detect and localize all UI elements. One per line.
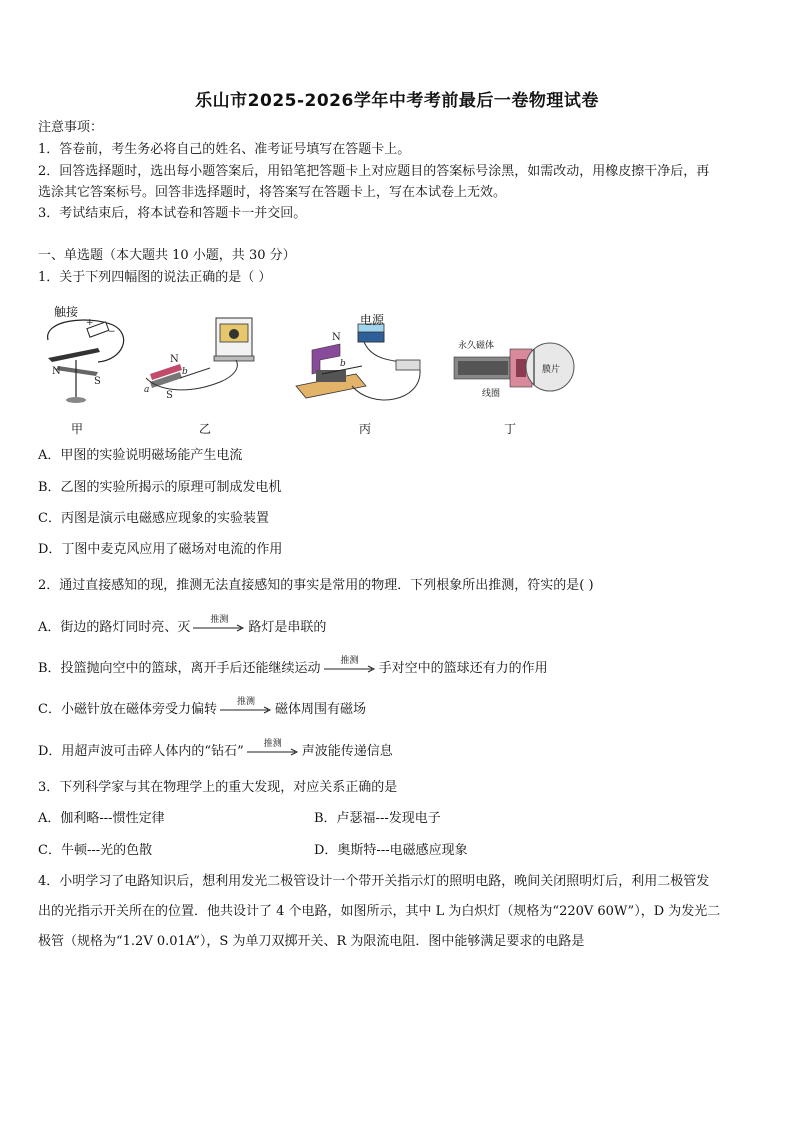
figure-yi <box>140 312 270 404</box>
notice-item-2-cont: 选涂其它答案标号。回答非选择题时，将答案写在答题卡上，写在本试卷上无效。 <box>38 185 507 200</box>
q2-option-a <box>38 614 327 636</box>
question-4-line-1: 4．小明学习了电路知识后，想利用发光二极管设计一个带开关指示灯的照明电路，晚间关闭照明灯后，利用二极管发 <box>38 874 710 889</box>
q1-option-c: C．丙图是演示电磁感应现象的实验装置 <box>38 511 269 526</box>
caption-yi: 乙 <box>198 422 211 436</box>
q1-option-d: D．丁图中麦克风应用了磁场对电流的作用 <box>38 542 283 557</box>
infer-arrow-label: 推测 <box>210 614 229 625</box>
jia-s-label: S <box>94 376 101 387</box>
q3-option-c: C．牛顿---光的色散 <box>38 843 153 858</box>
q1-option-a: A．甲图的实验说明磁场能产生电流 <box>38 448 243 463</box>
notice-item-3: 3．考试结束后，将本试卷和答题卡一并交回。 <box>38 206 307 221</box>
svg-text:−: − <box>108 327 116 337</box>
infer-arrow-icon <box>324 655 376 676</box>
infer-arrow-label: 推测 <box>263 738 282 749</box>
q3-option-b: B．卢瑟福---发现电子 <box>314 811 441 826</box>
q2-b-premise: B．投篮抛向空中的篮球，离开手后还能继续运动 <box>38 661 321 676</box>
q1-option-b: B．乙图的实验所揭示的原理可制成发电机 <box>38 480 282 495</box>
svg-text:b: b <box>340 359 346 369</box>
q2-b-conclusion: 手对空中的篮球还有力的作用 <box>378 661 548 676</box>
q3-option-d: D．奥斯特---电磁感应现象 <box>314 843 468 858</box>
ding-coil-label: 线圈 <box>482 389 501 399</box>
notice-heading: 注意事项： <box>38 120 104 135</box>
infer-arrow-icon <box>220 696 272 717</box>
q2-option-b <box>38 655 548 677</box>
bing-power-label: 电源 <box>360 313 385 327</box>
ding-membrane-label: 膜片 <box>542 365 561 375</box>
q2-c-conclusion: 磁体周围有磁场 <box>274 702 366 717</box>
infer-arrow-label: 推测 <box>236 696 255 707</box>
section-heading: 一、单选题（本大题共 10 小题，共 30 分） <box>38 248 296 263</box>
page-title: 乐山市2025-2026学年中考考前最后一卷物理试卷 <box>195 91 599 111</box>
figure-jia <box>38 300 138 412</box>
question-2-stem: 2．通过直接感知的现，推测无法直接感知的事实是常用的物理．下列根象所出推测，符实的是( ) <box>38 578 594 593</box>
question-4-line-2: 出的光指示开关所在的位置．他共设计了 4 个电路，如图所示，其中 L 为白炽灯（规格为“220V 60W”），D 为发光二 <box>38 904 721 919</box>
infer-arrow-label: 推测 <box>340 655 359 666</box>
caption-ding: 丁 <box>503 422 516 436</box>
question-1-stem: 1．关于下列四幅图的说法正确的是（ ） <box>38 270 272 285</box>
q2-a-conclusion: 路灯是串联的 <box>248 620 327 635</box>
q2-a-premise: A．街边的路灯同时亮、灭 <box>38 620 191 635</box>
jia-contact-label: 触接 <box>54 305 79 319</box>
svg-text:b: b <box>182 367 188 377</box>
svg-text:N: N <box>332 332 341 343</box>
caption-jia: 甲 <box>70 422 83 436</box>
q2-option-c <box>38 696 366 718</box>
svg-text:a: a <box>144 385 150 395</box>
question-3-stem: 3．下列科学家与其在物理学上的重大发现，对应关系正确的是 <box>38 780 398 795</box>
infer-arrow-icon <box>193 614 245 635</box>
q2-c-premise: C．小磁针放在磁体旁受力偏转 <box>38 702 217 717</box>
q3-option-a: A．伽利略---惯性定律 <box>38 811 165 826</box>
notice-item-2: 2．回答选择题时，选出每小题答案后，用铅笔把答题卡上对应题目的答案标号涂黑，如需改动，用橡皮擦干净后，再 <box>38 164 710 179</box>
q2-d-premise: D．用超声波可击碎人体内的“钻石” <box>38 744 244 759</box>
svg-text:S: S <box>166 390 173 401</box>
question-4-line-3: 极管（规格为“1.2V 0.01A”），S 为单刀双掷开关、R 为限流电阻．图中能够满足要求的电路是 <box>38 934 585 949</box>
caption-bing: 丙 <box>358 422 371 436</box>
q2-option-d <box>38 738 393 760</box>
jia-n-label: N <box>52 366 61 377</box>
ding-magnet-label: 永久磁体 <box>458 341 495 351</box>
svg-text:+: + <box>86 318 94 328</box>
infer-arrow-icon <box>247 738 299 759</box>
q2-d-conclusion: 声波能传递信息 <box>301 744 393 759</box>
svg-text:N: N <box>170 354 179 365</box>
notice-item-1: 1．答卷前，考生务必将自己的姓名、准考证号填写在答题卡上。 <box>38 142 411 157</box>
